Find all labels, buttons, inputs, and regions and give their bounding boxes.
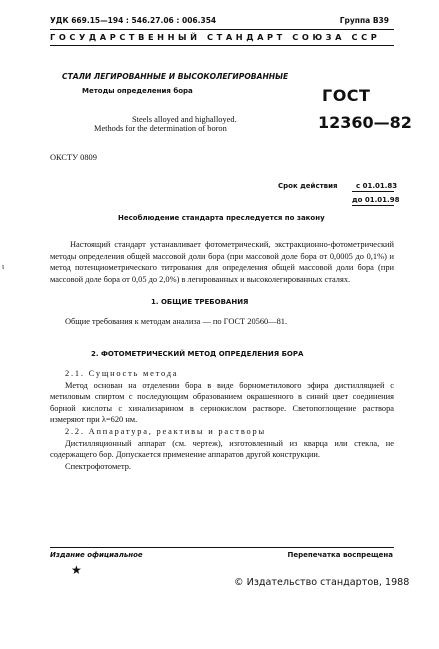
- section-2-body: [50, 368, 394, 472]
- section-2-heading: 2. ФОТОМЕТРИЧЕСКИЙ МЕТОД ОПРЕДЕЛЕНИЯ БОРА: [91, 350, 304, 358]
- english-title-line-2: Methods for the determination of boron: [94, 124, 227, 133]
- header-rule: [50, 45, 394, 46]
- reprint-notice: Перепечатка воспрещена: [287, 551, 393, 559]
- item-2-1-text: Метод основан на отделении бора в виде борнометилового эфира дистилляцией с метиловым спиртом с последующим образованием окрашенного в синий цвет соединения борной кислоты с хинализарином в сернокислом растворе. Светопоглощение раствора измеряют при λ=620 нм.: [50, 380, 394, 425]
- law-notice: Несоблюдение стандарта преследуется по закону: [118, 214, 325, 222]
- group-code: Группа В39: [339, 16, 389, 25]
- state-standard-line: ГОСУДАРСТВЕННЫЙ СТАНДАРТ СОЮЗА ССР: [50, 32, 381, 42]
- item-2-2-extra: Спектрофотометр.: [65, 461, 132, 471]
- document-title: СТАЛИ ЛЕГИРОВАННЫЕ И ВЫСОКОЛЕГИРОВАННЫЕ: [62, 72, 289, 81]
- section-1-heading: 1. ОБЩИЕ ТРЕБОВАНИЯ: [151, 298, 249, 306]
- official-edition: Издание официальное: [50, 551, 143, 559]
- validity-from-underline: [352, 191, 394, 192]
- english-title-line-1: Steels alloyed and highalloyed.: [132, 115, 237, 124]
- gost-label: ГОСТ: [322, 86, 371, 105]
- gost-number: 12360—82: [318, 113, 412, 132]
- section-1-text: Общие требования к методам анализа — по ГОСТ 20560—81.: [65, 317, 288, 326]
- item-2-1-heading: 2.1. Сущность метода: [65, 369, 179, 378]
- star-icon: ★: [71, 563, 82, 577]
- document-subtitle: Методы определения бора: [82, 87, 193, 95]
- validity-to-underline: [352, 205, 394, 206]
- validity-to: до 01.01.98: [352, 196, 400, 204]
- validity-label: Срок действия: [278, 182, 338, 190]
- top-rule: [50, 29, 394, 30]
- intro-paragraph: Настоящий стандарт устанавливает фотометрический, экстракционно-фотометрический методы определения общей массовой доли бора (при массовой доле бора от 0,0005 до 0,1%) и метод потенциометрического титрования для определения общей массовой доли бора (при массовой доле бора от 0,05 до 2,0%) в легированных и высоколегированных сталях.: [50, 240, 394, 284]
- publisher-copyright: © Издательство стандартов, 1988: [234, 577, 410, 588]
- item-2-2-text: Дистилляционный аппарат (см. чертеж), изготовленный из кварца или стекла, не содержащего бор. Допускается применение аппаратов другой конструкции.: [50, 438, 394, 460]
- footer-rule: [50, 547, 394, 548]
- item-2-2-heading: 2.2. Аппаратура, реактивы и растворы: [65, 426, 266, 436]
- margin-mark: ɩ: [2, 262, 5, 271]
- validity-from: с 01.01.83: [356, 182, 398, 190]
- udk-code: УДК 669.15—194 : 546.27.06 : 006.354: [50, 16, 217, 25]
- okstu-code: ОКСТУ 0809: [50, 153, 97, 162]
